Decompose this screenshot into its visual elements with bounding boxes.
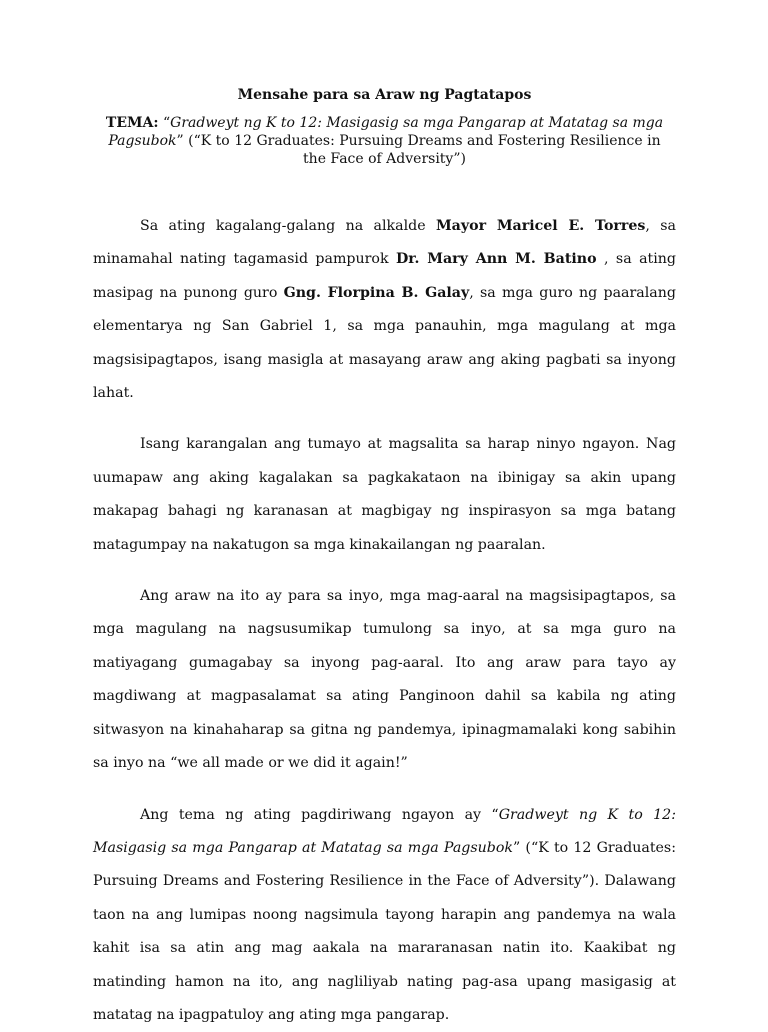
theme-label: TEMA: (106, 115, 159, 131)
theme-para-italic: Gradweyt ng K to 12: Masigasig sa mga Pangarap at Matatag sa mga Pagsubok (93, 807, 676, 856)
mayor-name: Mayor Maricel E. Torres (436, 218, 645, 234)
principal-name: Gng. Florpina B. Galay (284, 285, 470, 301)
paragraph-greeting (93, 210, 676, 410)
theme-line (93, 114, 676, 168)
speech-body (93, 210, 676, 1032)
paragraph-day: Ang araw na ito ay para sa inyo, mga mag-aaral na magsisipagtapos, sa mga magulang na nagsusumikap tumulong sa inyo, at sa mga guro na matiyagang gumagabay sa inyong pag-aaral. Ito ang araw para tayo ay magdiwang at magpasalamat sa ating Panginoon dahil sa kabila ng ating sitwasyon na kinahaharap sa gitna ng pandemya, ipinagmamalaki kong sabihin sa inyo na “we all made or we did it again!” (93, 580, 676, 780)
paragraph-theme (93, 799, 676, 1032)
theme-filipino: Gradweyt ng K to 12: Masigasig sa mga Pangarap at Matatag sa mga Pagsubok (108, 115, 663, 149)
greeting-text-b: , sa minamahal nating tagamasid pampurok (93, 218, 676, 267)
theme-para-text-a: Ang tema ng ating pagdiriwang ngayon ay “ (140, 807, 499, 823)
paragraph-honor: Isang karangalan ang tumayo at magsalita sa harap ninyo ngayon. Nag uumapaw ang aking kagalakan sa pagkakataon na ibinigay sa akin upang makapag bahagi ng karanasan at magbigay ng inspirasyon sa mga batang matagumpay na nakatugon sa mga kinakailangan ng paaralan. (93, 428, 676, 562)
theme-english: ” (“K to 12 Graduates: Pursuing Dreams and Fostering Resilience in the Face of Adversity”) (177, 133, 661, 167)
greeting-text-d: , sa mga guro ng paaralang elementarya ng San Gabriel 1, sa mga panauhin, mga magulang at mga magsisipagtapos, isang masigla at masayang araw ang aking pagbati sa inyong lahat. (93, 285, 676, 401)
greeting-text-a: Sa ating kagalang-galang na alkalde (140, 218, 436, 234)
theme-para-text-b: ” (“K to 12 Graduates: Pursuing Dreams and Fostering Resilience in the Face of Adversity”). Dalawang taon na ang lumipas noong nagsimula tayong harapin ang pandemya na wala kahit isa sa atin ang mag aakala na mararanasan natin ito. Kaakibat ng matinding hamon na ito, ang nagliliyab nating pag-asa upang masigasig at matatag na ipagpatuloy ang ating mga pangarap. (93, 840, 676, 1023)
greeting-text-c: , sa ating masipag na punong guro (93, 251, 676, 300)
theme-open-quote: “ (159, 115, 171, 131)
supervisor-name: Dr. Mary Ann M. Batino (396, 251, 597, 267)
document-title: Mensahe para sa Araw ng Pagtatapos (93, 86, 676, 104)
